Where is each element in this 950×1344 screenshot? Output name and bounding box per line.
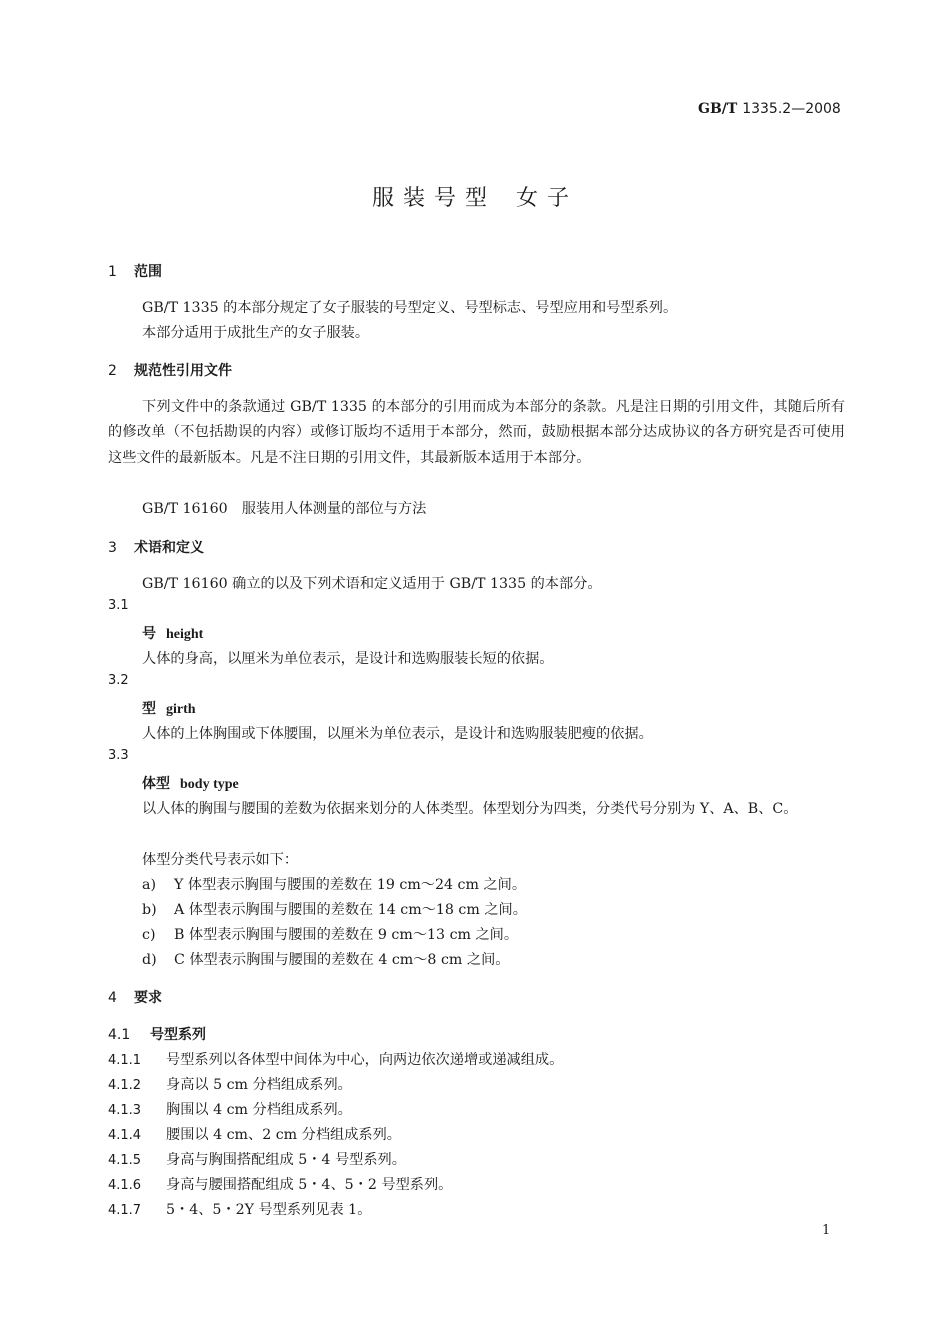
section-1-paragraph-1: GB/T 1335 的本部分规定了女子服装的号型定义、号型标志、号型应用和号型系列。 (142, 300, 678, 316)
section-1-paragraph-2: 本部分适用于成批生产的女子服装。 (142, 325, 370, 341)
clause: 4.1.4 腰围以 4 cm、2 cm 分档组成系列。 (108, 1127, 401, 1143)
clause: 4.1.1 号型系列以各体型中间体为中心，向两边依次递增或递减组成。 (108, 1052, 564, 1068)
subsection-4-1-heading: 4.1 号型系列 (108, 1027, 206, 1043)
section-3-heading: 3 术语和定义 (108, 540, 204, 556)
title-part1: 服装号型 (371, 186, 496, 211)
list-item: b) A 体型表示胸围与腰围的差数在 14 cm～18 cm 之间。 (142, 902, 527, 918)
standard-code-prefix: GB/T (698, 101, 738, 117)
list-item: d) C 体型表示胸围与腰围的差数在 4 cm～8 cm 之间。 (142, 952, 510, 968)
term-heading: 体型 body type (142, 776, 239, 792)
term-number: 3.1 (108, 598, 129, 613)
list-intro: 体型分类代号表示如下： (142, 852, 299, 868)
section-2-heading: 2 规范性引用文件 (108, 363, 232, 379)
term-definition: 人体的上体胸围或下体腰围，以厘米为单位表示，是设计和选购服装肥瘦的依据。 (142, 726, 653, 742)
section-2-paragraph: 下列文件中的条款通过 GB/T 1335 的本部分的引用而成为本部分的条款。凡是注日期的引用文件，其随后所有的修改单（不包括勘误的内容）或修订版均不适用于本部分，然而，鼓励根据本部分达成协议的各方研究是否可使用这些文件的最新版本。凡是不注日期的引用文件，其最新版本适用于本部分。 (108, 399, 845, 466)
clause: 4.1.3 胸围以 4 cm 分档组成系列。 (108, 1102, 352, 1118)
section-3-intro: GB/T 16160 确立的以及下列术语和定义适用于 GB/T 1335 的本部分。 (142, 576, 602, 592)
normative-reference: GB/T 16160 服装用人体测量的部位与方法 (142, 501, 427, 517)
clause: 4.1.5 身高与胸围搭配组成 5・4 号型系列。 (108, 1152, 406, 1168)
term-number: 3.2 (108, 673, 129, 688)
list-item: c) B 体型表示胸围与腰围的差数在 9 cm～13 cm 之间。 (142, 927, 519, 943)
clause: 4.1.6 身高与腰围搭配组成 5・4、5・2 号型系列。 (108, 1177, 453, 1193)
section-1-heading: 1 范围 (108, 264, 162, 280)
title-part2: 女子 (516, 186, 579, 211)
term-number: 3.3 (108, 748, 129, 763)
clause: 4.1.2 身高以 5 cm 分档组成系列。 (108, 1077, 352, 1093)
page-title (0, 181, 950, 212)
standard-code (698, 101, 841, 117)
term-definition: 以人体的胸围与腰围的差数为依据来划分的人体类型。体型划分为四类，分类代号分别为 Y、A、B、C。 (142, 801, 798, 817)
term-definition: 人体的身高，以厘米为单位表示，是设计和选购服装长短的依据。 (142, 651, 554, 667)
standard-code-number: 1335.2—2008 (742, 101, 841, 117)
clause: 4.1.7 5・4、5・2Y 号型系列见表 1。 (108, 1202, 372, 1218)
term-heading: 号 height (142, 626, 204, 642)
page-number: 1 (822, 1223, 831, 1238)
term-heading: 型 girth (142, 701, 196, 717)
list-item: a) Y 体型表示胸围与腰围的差数在 19 cm～24 cm 之间。 (142, 877, 527, 893)
section-4-heading: 4 要求 (108, 990, 162, 1006)
